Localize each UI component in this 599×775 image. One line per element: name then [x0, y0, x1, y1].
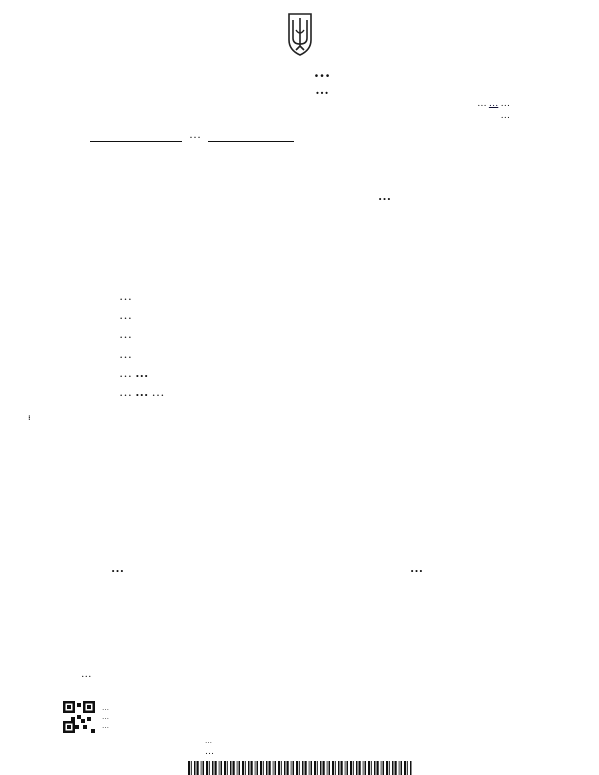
deadline-suffix: …	[151, 384, 165, 400]
letter-body	[87, 286, 543, 401]
registration-caption: …	[205, 737, 212, 745]
recipient-line: …	[378, 188, 391, 203]
date-blank	[90, 131, 182, 142]
paragraph-intro: …	[119, 288, 132, 303]
number-blank	[208, 131, 294, 142]
signatory-name: …	[410, 560, 423, 575]
side-registration-code	[12, 290, 32, 420]
paragraph-analysis	[87, 363, 543, 382]
barcode-icon	[186, 761, 416, 775]
address-line	[130, 99, 510, 109]
registration-number: …	[205, 746, 214, 756]
recipient-block	[378, 187, 578, 205]
list-item-2: …	[119, 326, 132, 342]
outgoing-number-line	[90, 127, 294, 142]
paragraph-analysis-text: …	[119, 364, 132, 380]
ministry-name: …	[313, 62, 331, 81]
side-code-text: …	[23, 414, 32, 420]
qr-code-icon	[63, 701, 95, 733]
coat-of-arms-icon	[286, 10, 314, 57]
e-stamp-line: …	[102, 722, 109, 730]
deadline-date: …	[135, 384, 149, 400]
ministry-short-name: …	[315, 82, 329, 97]
number-sign: …	[189, 127, 201, 141]
e-stamp-line: …	[102, 704, 109, 712]
paragraph-analysis-bold: …	[135, 364, 149, 380]
executor-name: …	[81, 669, 92, 680]
address-text: …	[477, 99, 487, 109]
signatory-position: …	[111, 560, 124, 575]
list-item-3: …	[119, 345, 132, 361]
email-link[interactable]: …	[488, 99, 499, 109]
list-item-1: …	[119, 307, 132, 323]
address-suffix: …	[500, 99, 510, 109]
e-stamp-line: …	[102, 713, 109, 721]
deadline-prefix: …	[119, 384, 132, 400]
web-line: …	[500, 111, 510, 121]
paragraph-deadline	[87, 382, 543, 401]
